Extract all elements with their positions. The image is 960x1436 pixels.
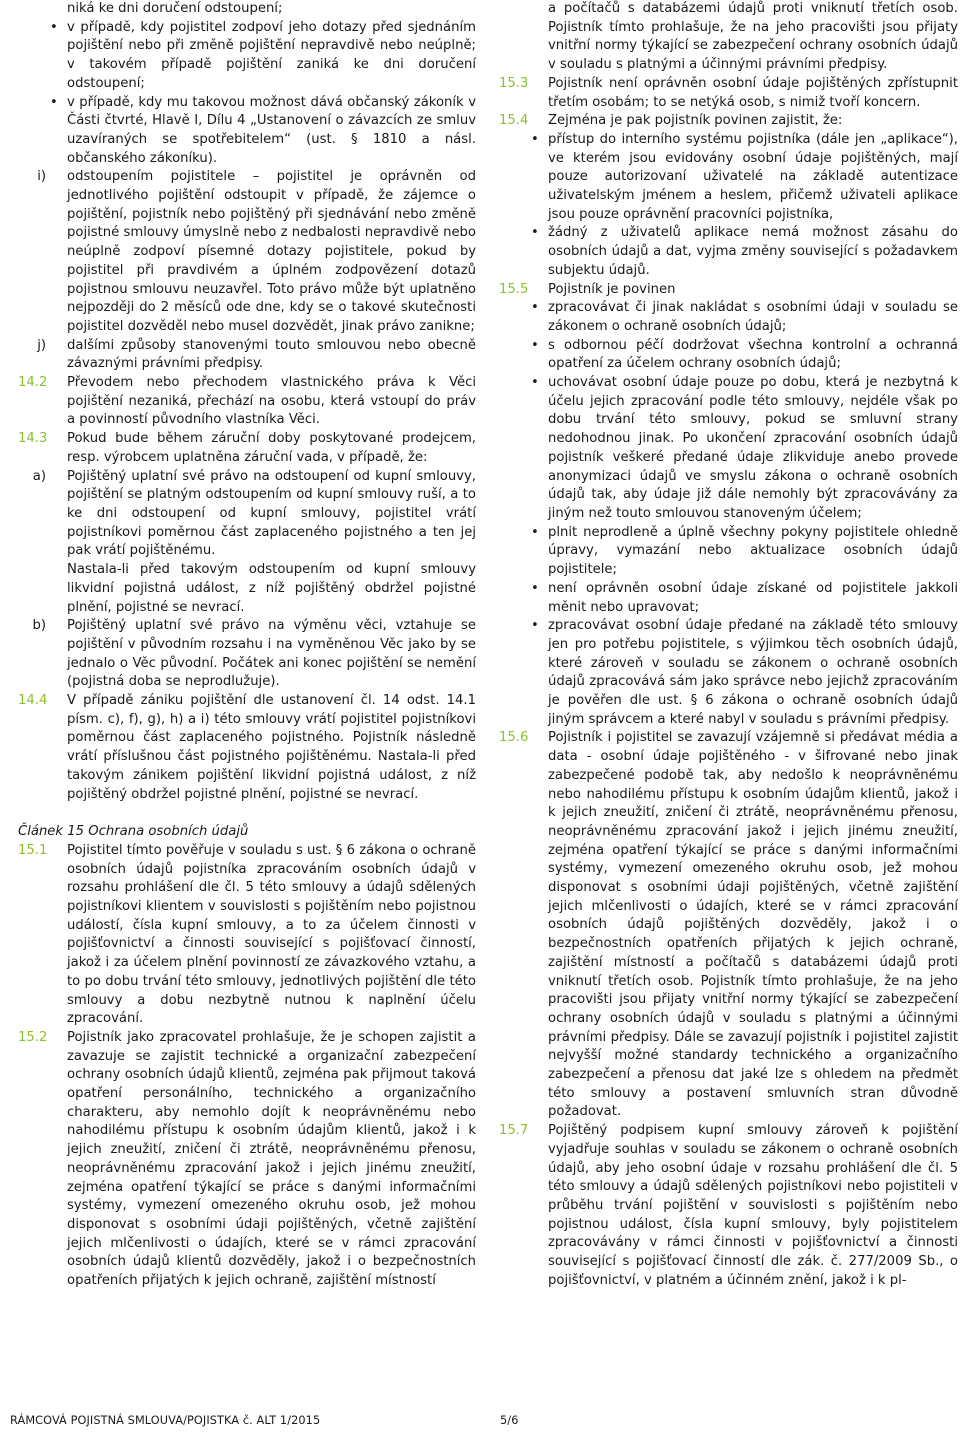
- section-heading: Článek 15 Ochrana osobních údajů: [18, 824, 249, 840]
- paragraph-text: Pojistitel tímto pověřuje v souladu s ust. § 6 zákona o ochraně osobních údajů pojistníka zpracováním osobních údajů v rozsahu prohlášení dle čl. 5 této smlouvy a údajů sdělených pojistníkovi klientem v souvislosti s pojištěním nebo pojistnou událostí, čísla kupní smlouvy, a to za účelem činnosti v pojišťovnictví a činnosti související s pojišťovací činností, jakož i za účelem plnění povinností ze závazkového vztahu, a to po dobu trvání této smlouvy, jednotlivých pojištění dle této smlouvy a dobu nezbytně nutnou k naplnění účelu zpracování.: [67, 842, 476, 1027]
- list-item: • uchovávat osobní údaje pouze po dobu, která je nezbytná k účelu jejich zpracování podle této smlouvy, nejdéle však po dobu trvání této smlouvy, pokud se smluvní strany nedohodnou jinak. Po ukončení zpracování osobních údajů pojistník veškeré předané údaje zlikviduje anebo provede anonymizaci údajů ve smyslu zákona o ochraně osobních údajů tak, aby údaje již dále nemohly být zpracovávány za jiným než touto smlouvou stanoveným účelem;: [499, 374, 958, 524]
- item-a: [18, 468, 476, 562]
- paragraph-number: 15.2: [18, 1029, 48, 1045]
- right-column: [499, 0, 958, 1291]
- list-item: • není oprávněn osobní údaje získané od pojistitele jakkoli měnit nebo upravovat;: [499, 580, 958, 617]
- paragraph-text: Převodem nebo přechodem vlastnického práva k Věci pojištění nezaniká, přechází na osobu, která vstoupí do práv a povinností původního vlastníka Věci.: [67, 375, 476, 428]
- paragraph-number: 15.6: [499, 730, 529, 746]
- item-label: a): [32, 468, 46, 484]
- continued-text: niká ke dni doručení odstoupení;: [67, 1, 283, 16]
- list-item: • žádný z uživatelů aplikace nemá možnost zásahu do osobních údajů a dat, vyjma změny související s požadavkem subjektu údajů.: [499, 224, 958, 280]
- item-j: [18, 337, 476, 374]
- paragraph-number: 14.3: [18, 431, 48, 447]
- paragraph-14-4: [18, 692, 476, 804]
- list-item: • zpracovávat osobní údaje předané na základě této smlouvy jen pro potřebu pojistitele, s výjimkou těch osobních údajů, které zároveň v souladu se zákonem o ochraně osobních údajů zpracovává sám jako správce nebo jejichž zpracováním je pověřen dle ust. § 6 zákona o ochraně osobních údajů jiným správcem a které nabyl v souladu s právními předpisy.: [499, 617, 958, 729]
- paragraph-15-3: [499, 75, 958, 112]
- item-b: [18, 617, 476, 692]
- paragraph-text: Pojistník jako zpracovatel prohlašuje, že je schopen zajistit a zavazuje se zajistit technické a organizační zabezpečení ochrany osobních údajů klientů, zejména pak přijmout taková opatření personálního, technického a organizačního charakteru, aby nemohlo dojít k neoprávněnému nebo nahodilému přístupu k osobním údajům klientů, jakož i k jejich zneužití, zničení či ztrátě, neoprávněnému přenosu, neoprávněnému zpracování jakož i jejich jinému zneužití, zejména opatření týkající se práce s danými informačními systémy, vymezení omezeného okruhu osob, jež mohou disponovat s osobními údaji pojištěných, včetně zajištění jejich mlčenlivosti o údajích, které se v rámci zpracování osobních údajů klientů dozvěděly, jakož i o bezpečnostních opatřeních přijatých k jejich ochraně, zajištění místností: [67, 1029, 476, 1289]
- paragraph-14-2: [18, 374, 476, 430]
- paragraph-text: Pojistník je povinen: [548, 281, 676, 297]
- item-text: odstoupením pojistitele – pojistitel je oprávněn od jednotlivého pojištění odstoupit v případě, že zájemce o pojištění, pojistník nebo pojištěný při sjednávání nebo změně pojistné smlouvy úmyslně nebo z nedbalosti nepravdivě nebo neúplně zodpoví písemné dotazy pojistitele, pokud by pojistitel při pravdivém a úplném zodpovězení dotazů pojistnou smlouvu neuzavřel. Toto právo může být uplatněno nejpozději do 2 měsíců ode dne, kdy se o takové skutečnosti pojistitel dozvěděl nebo musel dozvědět, jinak právo zanikne;: [67, 169, 476, 334]
- list-item: • s odbornou péčí dodržovat všechna kontrolní a ochranná opatření za účelem ochrany osobních údajů;: [499, 337, 958, 374]
- list-item: • v případě, kdy mu takovou možnost dává občanský zákoník v Části čtvrté, Hlavě I, Dílu 4 „Ustanovení o závazcích ze smluv uzavíraných se spotřebitelem“ (ust. § 1810 a násl. občanského zákoníku).: [18, 94, 476, 169]
- item-text: dalšími způsoby stanovenými touto smlouvou nebo obecně závaznými právními předpisy.: [67, 337, 476, 372]
- paragraph-number: 15.3: [499, 75, 529, 91]
- list-item: • plnit neprodleně a úplně všechny pokyny pojistitele ohledně úpravy, vymazání nebo aktualizace osobních údajů pojistitele;: [499, 524, 958, 580]
- item-label: j): [37, 337, 46, 353]
- list-item: • přístup do interního systému pojistníka (dále jen „aplikace“), ve kterém jsou evidovány osobní údaje pojištěných, mají pouze autorizovaní uživatelé na základě autentizace uživatelským jménem a heslem, přičemž uživateli aplikace jsou pouze oprávnění pracovníci pojistníka,: [499, 131, 958, 225]
- paragraph-number: 15.5: [499, 281, 529, 297]
- left-column: [18, 0, 476, 1291]
- paragraph-14-3: [18, 430, 476, 467]
- paragraph-15-1: [18, 842, 476, 1029]
- paragraph-15-7: [499, 1122, 958, 1290]
- list-item: • v případě, kdy pojistitel zodpoví jeho dotazy před sjednáním pojištění nebo při změně pojištění nepravdivě nebo neúplně; v takovém případě pojištění zaniká ke dni doručení odstoupení;: [18, 19, 476, 94]
- continued-text: a počítačů s databázemi údajů proti vniknutí třetích osob. Pojistník tímto prohlašuje, že na jeho pracovišti jsou přijaty vnitřní normy týkající se zabezpečení ochrany osobních údajů v souladu s platnými a účinnými právními předpisy.: [548, 1, 958, 73]
- paragraph-text: V případě zániku pojištění dle ustanovení čl. 14 odst. 14.1 písm. c), f), g), h) a i) této smlouvy vrátí pojistitel pojistníkovi poměrnou část zaplaceného pojistného. Pojistník následně vrátí příslušnou část pojistného pojištěnému. Nastala-li před takovým zánikem pojištění likvidní pojistná událost, z níž pojištěný obdržel pojistné plnění, pojistné se nevrací.: [67, 693, 476, 802]
- item-label: i): [37, 169, 46, 185]
- paragraph-text: Pojistník i pojistitel se zavazují vzájemně si předávat média a data - osobní údaje pojištěného - v šifrované nebo jinak zabezpečené podobě tak, aby nedošlo k neoprávněnému nebo nahodilému přístupu k osobním údajům klientů, jakož i k jejich zneužití, zničení či ztrátě, neoprávněnému přenosu, neoprávněnému zpracování jakož i jejich jinému zneužití, zejména opatření týkající se práce s danými informačními systémy, vymezení omezeného okruhu osob, jež mohou disponovat s osobními údaji pojištěných, včetně zajištění jejich mlčenlivosti o údajích, které se v rámci zpracování osobních údajů pojištěných dozvěděly, jakož i o bezpečnostních opatřeních přijatých k jejich ochraně, zajištění místností a počítačů s databázemi údajů proti vniknutí třetích osob. Pojistník tímto prohlašuje, že na jeho pracovišti jsou přijaty vnitřní normy týkající se zabezpečení ochrany osobních údajů v souladu s platnými a účinnými právními předpisy. Dále se zavazují pojistník i pojistitel zajistit nejvyšší možné standardy technického a organizačního zabezpečení a přenosu dat jaké lze s ohledem na předmět této smlouvy a postavení smluvních stran důvodně požadovat.: [548, 730, 958, 1120]
- paragraph-number: 15.4: [499, 113, 529, 129]
- item-label: b): [32, 618, 46, 634]
- paragraph-number: 14.2: [18, 375, 48, 391]
- paragraph-text: Zejména je pak pojistník povinen zajistit, že:: [548, 113, 843, 129]
- document-title: RÁMCOVÁ POJISTNÁ SMLOUVA/POJISTKA č. ALT 1/2015: [10, 1414, 321, 1427]
- paragraph-text: Pokud bude během záruční doby poskytované prodejcem, resp. výrobcem uplatněna záruční vada, v případě, že:: [67, 431, 476, 465]
- paragraph-text: Pojistník není oprávněn osobní údaje pojištěných zpřístupnit třetím osobám; to se netýká osob, s nimiž tvoří koncern.: [548, 75, 958, 110]
- item-text: Pojištěný uplatní své právo na odstoupení od kupní smlouvy, pojištění se platným odstoupením od kupní smlouvy ruší, a to ke dni odstoupení od kupní smlouvy, pojistitel vrátí pojistníkovi poměrnou část zaplaceného pojistného a ten jej pak vrátí pojištěnému.: [67, 468, 476, 559]
- list-item: • zpracovávat či jinak nakládat s osobními údaji v souladu se zákonem o ochraně osobních údajů;: [499, 299, 958, 336]
- page-number: 5/6: [500, 1414, 519, 1427]
- item-a-continued: Nastala-li před takovým odstoupením od kupní smlouvy likvidní pojistná událost, z níž pojištěný obdržel pojistné plnění, pojistné se nevrací.: [67, 562, 476, 615]
- item-text: Pojištěný uplatní své právo na výměnu věci, vztahuje se pojištění v původním rozsahu i na vyměněnou Věc jako by se jednalo o Věc původní. Počátek ani konec pojištění se nemění (pojistná doba se neprodlužuje).: [67, 618, 476, 690]
- paragraph-text: Pojištěný podpisem kupní smlouvy zároveň k pojištění vyjadřuje souhlas v souladu se zákonem o ochraně osobních údajů, aby jeho osobní údaje v rozsahu prohlášení dle čl. 5 této smlouvy a údajů sdělených pojistníkovi nebo pojistiteli v průběhu trvání pojištění v souvislosti s pojištěním nebo pojistnou událost, čísla kupní smlouvy, byly pojistitelem zpracovávány v rámci činnosti v pojišťovnictví a činnosti související s pojišťovací činností dle zák. č. 277/2009 Sb., o pojišťovnictví, v platném a účinném znění, jakož i k pl-: [548, 1123, 958, 1288]
- paragraph-15-2: [18, 1029, 476, 1291]
- paragraph-15-5: [499, 281, 958, 300]
- paragraph-number: 15.1: [18, 842, 48, 858]
- item-i: [18, 168, 476, 336]
- paragraph-number: 15.7: [499, 1123, 529, 1139]
- paragraph-number: 14.4: [18, 693, 48, 709]
- paragraph-15-4: [499, 112, 958, 131]
- paragraph-15-6: [499, 729, 958, 1122]
